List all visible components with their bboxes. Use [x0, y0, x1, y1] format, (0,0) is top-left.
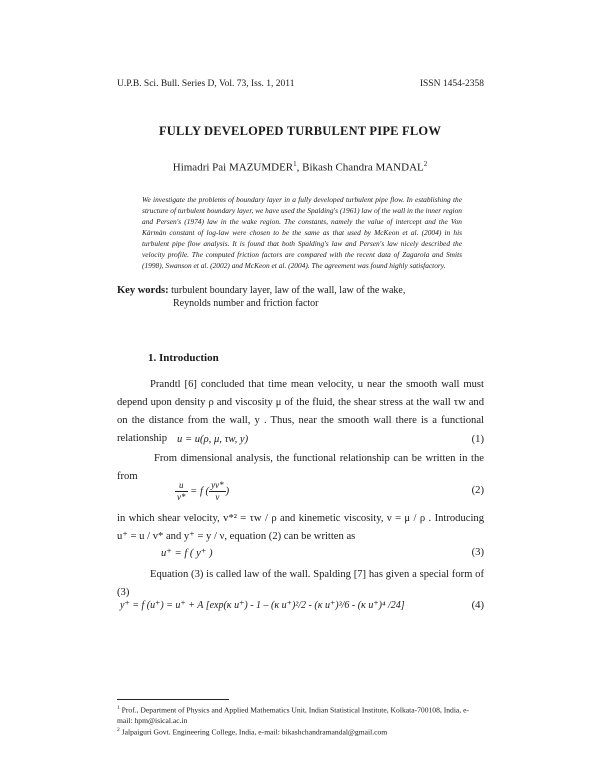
eq2-lhs-numerator: u: [175, 480, 188, 492]
equation-1-number: (1): [471, 434, 484, 445]
paragraph-3: in which shear velocity, v*² = τw / ρ and kinemetic viscosity, ν = μ / ρ . Introducing u⁺ = u / v* and y⁺ = y / ν, equation (2) can be written as: [117, 513, 484, 542]
footnote-1-text: Prof., Department of Physics and Applied Mathematics Unit, Indian Statistical Institute, Kolkata-700108, India, e-mail: hpm@isical.ac.in: [117, 705, 469, 725]
keywords-line1: turbulent boundary layer, law of the wall, law of the wake,: [171, 285, 406, 296]
equation-2: [117, 482, 484, 506]
eq2-equals: = f (: [187, 485, 210, 497]
journal-header: U.P.B. Sci. Bull. Series D, Vol. 73, Iss. 1, 2011: [117, 79, 295, 89]
equation-2-formula: [175, 480, 229, 503]
keywords-label: Key words:: [117, 285, 169, 296]
section-heading: 1. Introduction: [148, 352, 219, 364]
paragraph-4: Equation (3) is called law of the wall. Spalding [7] has given a special form of (3): [117, 569, 484, 598]
keywords: [117, 284, 477, 310]
footnote-2-mark: 2: [117, 727, 120, 733]
equation-1-formula: u = u(ρ, μ, τw, y): [177, 434, 249, 445]
eq2-rhs-fraction: [209, 480, 226, 503]
author-separator: ,: [296, 161, 303, 174]
paragraph-2: From dimensional analysis, the functional relationship can be written in the from: [117, 453, 484, 482]
keywords-line2: Reynolds number and friction factor: [173, 298, 319, 309]
footnote-1: [117, 703, 484, 726]
paper-title: FULLY DEVELOPED TURBULENT PIPE FLOW: [158, 124, 442, 138]
equation-3: [117, 547, 484, 565]
equation-4: [117, 600, 484, 618]
footnote-2-text: Jalpaiguri Govt. Engineering College, India, e-mail: bikashchandramandal@gmail.com: [121, 727, 388, 737]
issn-header: ISSN 1454-2358: [419, 79, 484, 89]
eq2-rhs-denominator: ν: [215, 492, 220, 502]
equation-2-number: (2): [471, 485, 484, 496]
abstract: We investigate the problems of boundary layer in a fully developed turbulent pipe flow. In establishing the structure of turbulent boundary layer, we have used the Spalding's (1961) law of the wall in the inner region and Persen's (1974) law in the wake region. The constants, namely the value of intercept and the Von Kàrmàn constant of log-law were chosen to be the same as that used by McKeon et al. (2004) in his turbulent pipe flow analysis. It is found that both Spalding's law and Persen's law nicely described the velocity profile. The computed friction factors are compared with the recent data of Zagarola and Smits (1998), Swanson et al. (2002) and McKeon et al. (2004). The agreement was found highly satisfactory.: [142, 195, 462, 270]
eq2-lhs-denominator: v*: [177, 492, 186, 502]
author-2-mark: 2: [423, 160, 428, 168]
equation-4-formula: y⁺ = f (u⁺) = u⁺ + A [exp(κ u⁺) - 1 – (κ u⁺)²/2 - (κ u⁺)³/6 - (κ u⁺)⁴ /24]: [120, 600, 405, 611]
footnote-rule: [117, 699, 229, 700]
equation-3-number: (3): [471, 547, 484, 558]
eq2-lhs-fraction: [175, 480, 188, 503]
eq2-close: ): [225, 485, 230, 497]
footnote-1-mark: 1: [117, 705, 120, 711]
eq2-rhs-numerator: yv*: [211, 480, 224, 490]
equation-3-formula: u⁺ = f ( y⁺ ): [161, 548, 213, 559]
paragraph-1: Prandtl [6] concluded that time mean velocity, u near the smooth wall must depend upon density ρ and viscosity μ of the fluid, the shear stress at the wall τw and on the distance from the wall, y . Thus, near the smooth wall there is a functional relationship: [117, 379, 484, 444]
author-1: Himadri Pai MAZUMDER: [172, 161, 294, 174]
footnote-2: [117, 725, 484, 738]
author-1-mark: 1: [293, 160, 297, 168]
author-line: [0, 160, 600, 174]
equation-4-number: (4): [471, 600, 484, 611]
author-2: Bikash Chandra MANDAL: [302, 161, 424, 174]
